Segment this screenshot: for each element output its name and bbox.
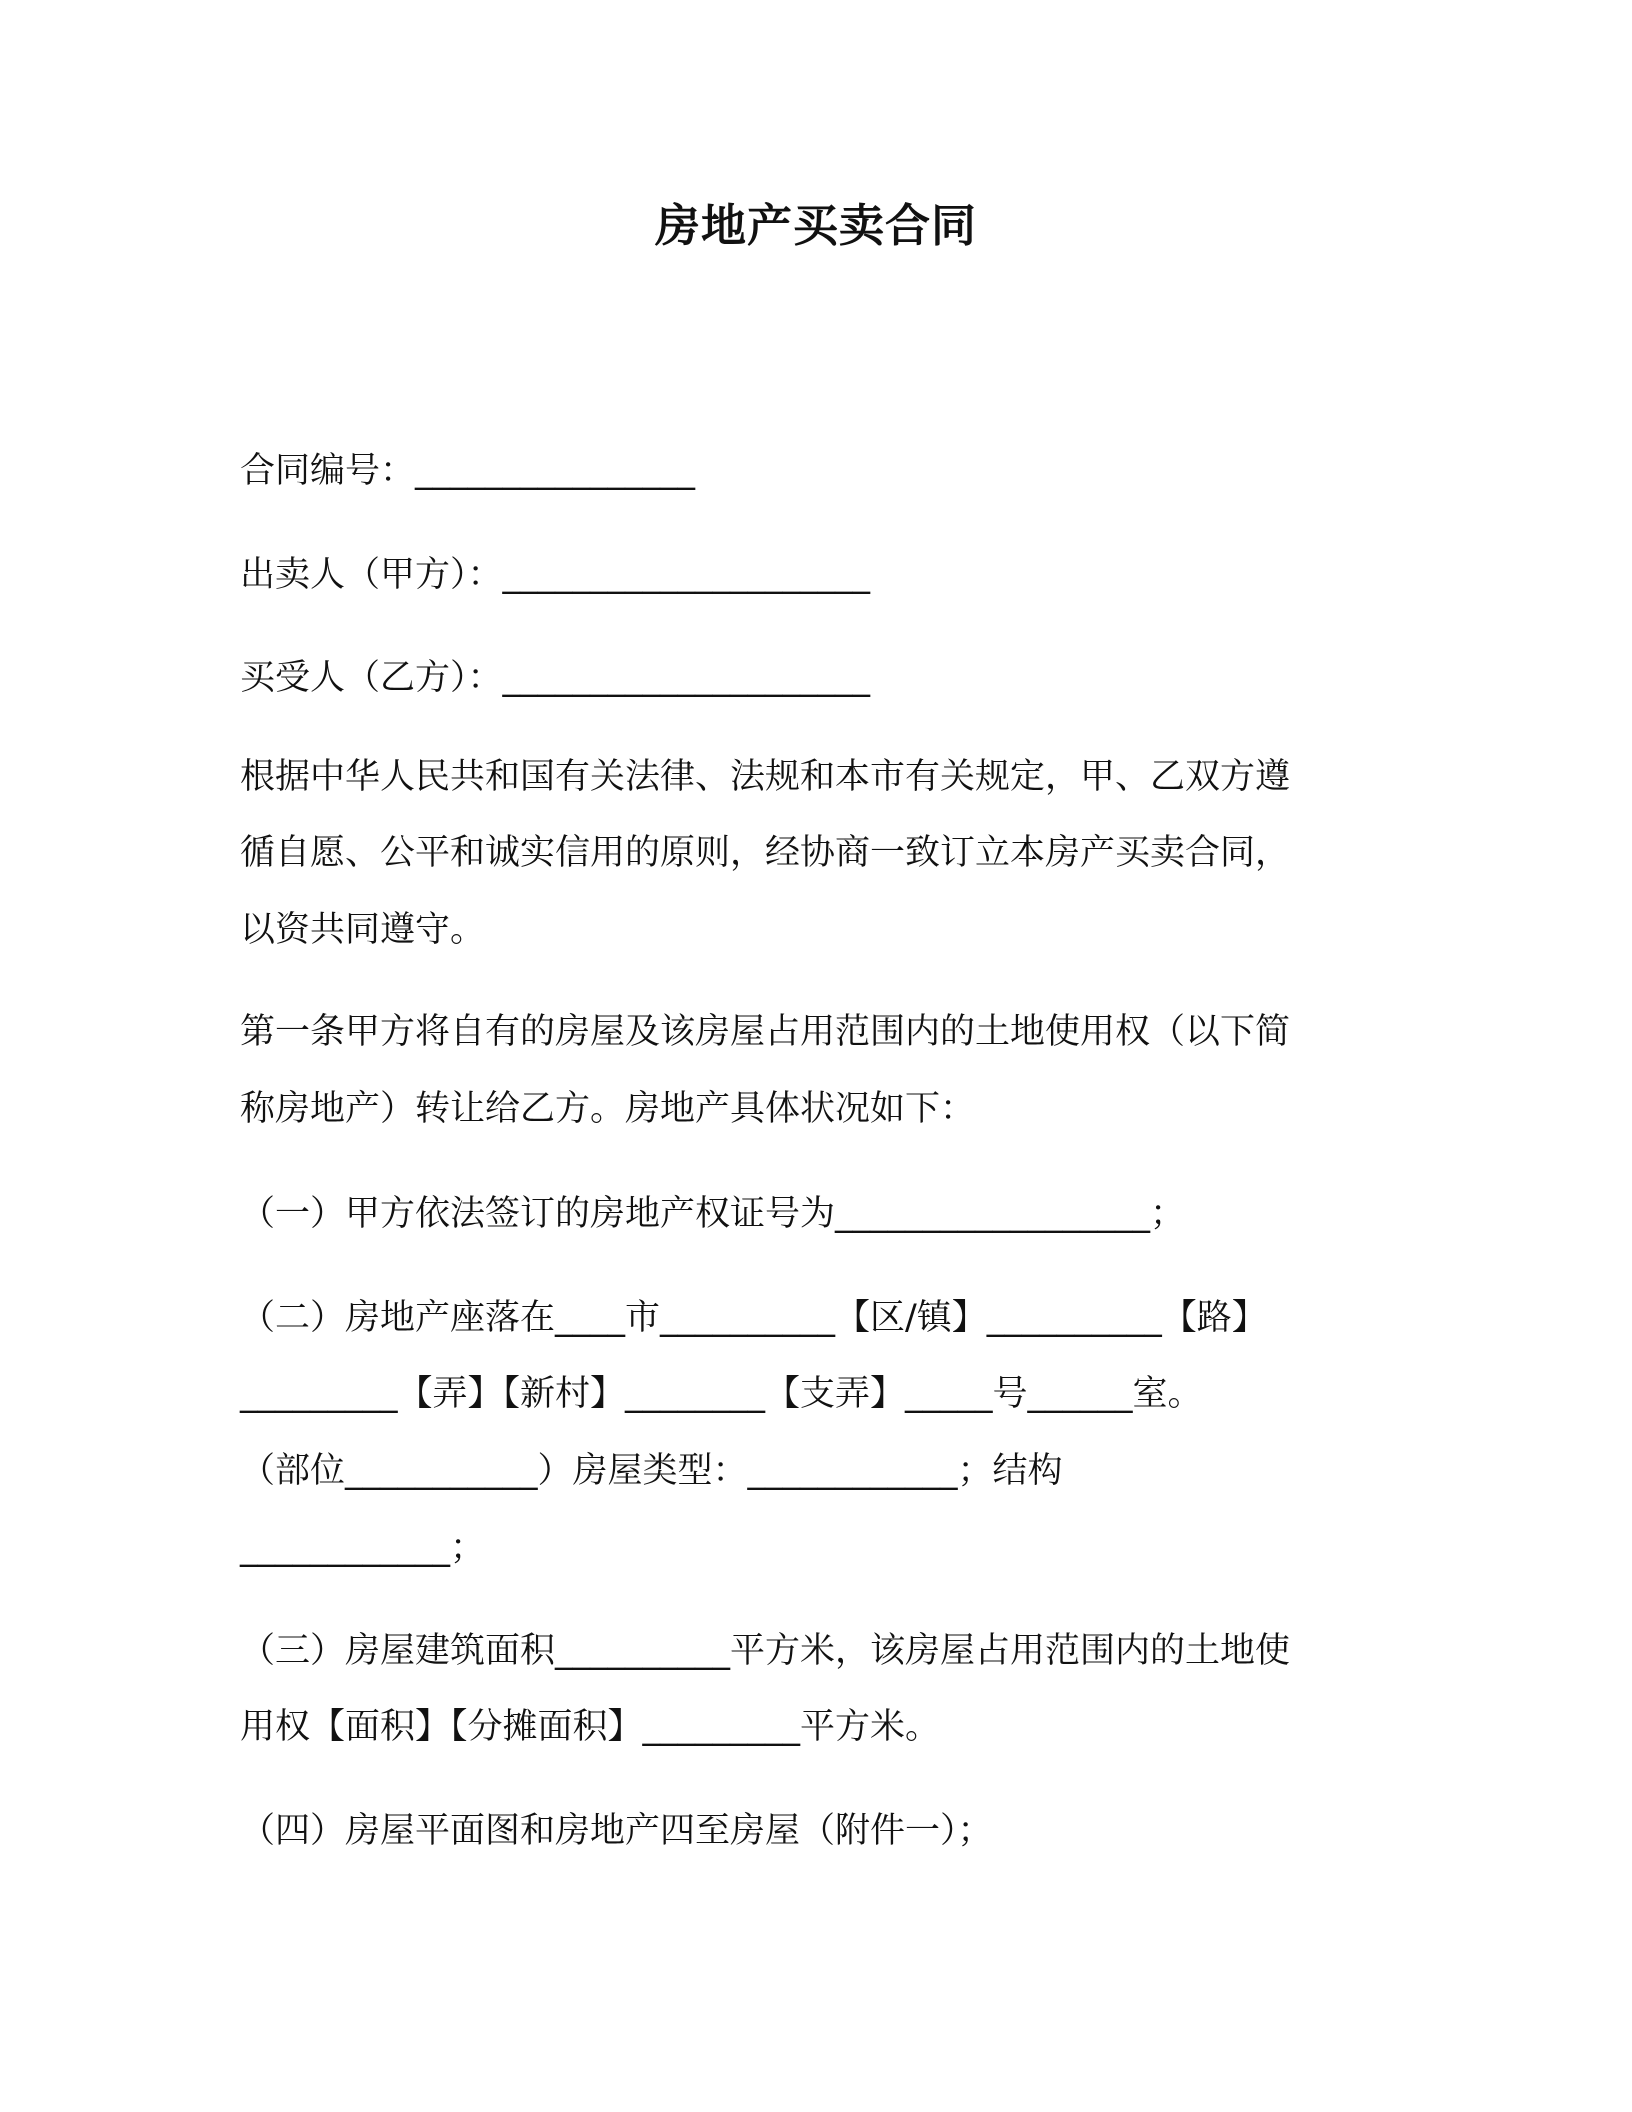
clause-1-line: （一）甲方依法签订的房地产权证号为__________________； <box>240 1194 1186 1234</box>
document-title: 房地产买卖合同 <box>654 199 977 252</box>
clause-2-line-1: （二）房地产座落在____市__________【区/镇】__________【路】 <box>240 1298 1267 1338</box>
preamble-line-2: 循自愿、公平和诚实信用的原则，经协商一致订立本房产买卖合同， <box>240 833 1291 873</box>
clause-3-line-2: 用权【面积】【分摊面积】_________平方米。 <box>240 1707 941 1747</box>
preamble-line-3: 以资共同遵守。 <box>240 910 486 950</box>
article-1-line-1: 第一条甲方将自有的房屋及该房屋占用范围内的土地使用权（以下简 <box>240 1012 1291 1052</box>
contract-number-line: 合同编号：________________ <box>240 451 696 491</box>
clause-2-line-3: （部位___________）房屋类型：____________；结构 <box>240 1451 1063 1491</box>
buyer-line: 买受人（乙方）：_____________________ <box>240 658 871 698</box>
clause-4-line: （四）房屋平面图和房地产四至房屋（附件一）； <box>240 1811 993 1851</box>
clause-2-line-2: _________【弄】【新村】________【支弄】_____号______室。 <box>240 1374 1203 1414</box>
clause-3-line-1: （三）房屋建筑面积__________平方米，该房屋占用范围内的土地使 <box>240 1631 1291 1671</box>
clause-2-line-4: ____________； <box>240 1528 486 1568</box>
preamble-line-1: 根据中华人民共和国有关法律、法规和本市有关规定，甲、乙双方遵 <box>240 757 1291 797</box>
article-1-line-2: 称房地产）转让给乙方。房地产具体状况如下： <box>240 1089 976 1129</box>
seller-line: 出卖人（甲方）：_____________________ <box>240 555 871 595</box>
